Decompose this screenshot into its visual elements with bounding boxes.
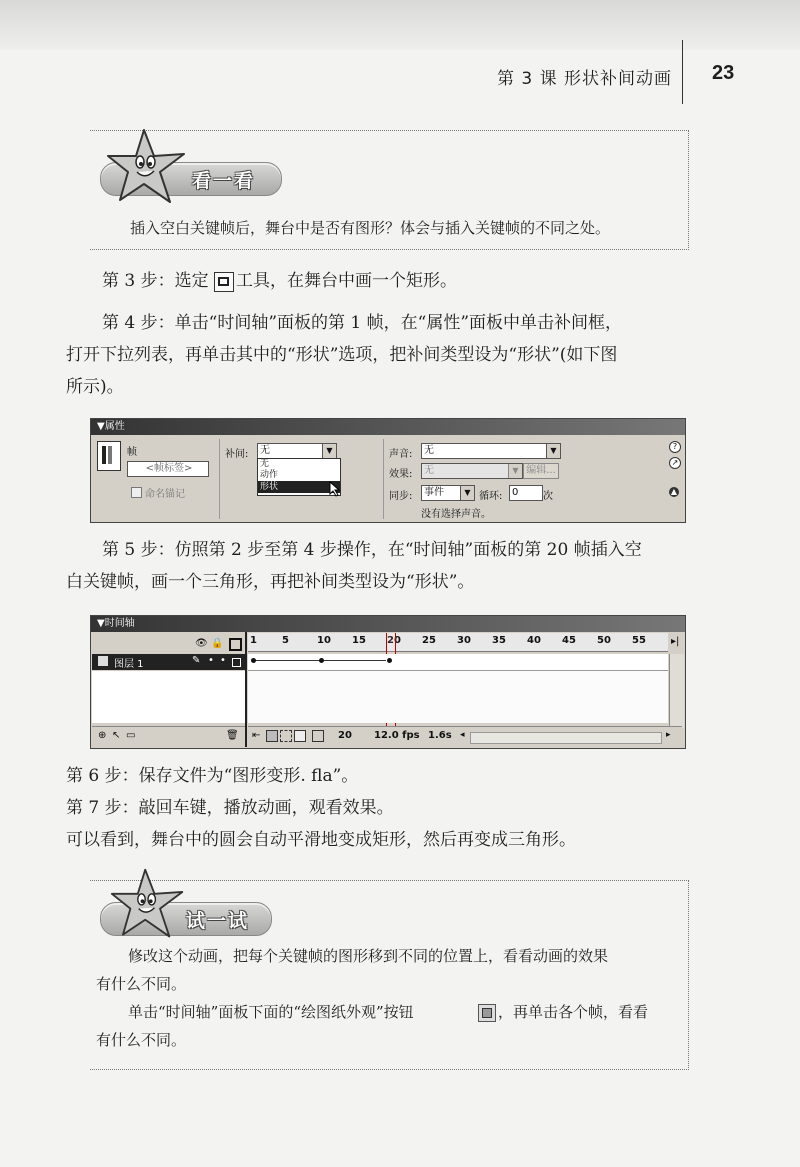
layer-lock-dot[interactable]: •	[220, 655, 226, 666]
layer-row[interactable]	[92, 654, 245, 670]
vertical-scrollbar[interactable]	[669, 654, 684, 728]
step6-text: 第 6 步：保存文件为“图形变形. fla”。	[66, 766, 359, 786]
keyframe-1[interactable]	[251, 658, 256, 663]
try-para2-line1a: 单击“时间轴”面板下面的“绘图纸外观”按钮	[128, 1003, 414, 1021]
center-frame-icon[interactable]: ⇤	[252, 730, 261, 741]
shape-tween-span-1[interactable]	[251, 660, 321, 661]
delete-layer-icon[interactable]: 🗑	[226, 730, 239, 741]
sync-value: 事件	[424, 487, 444, 498]
ruler-tick: 50	[597, 635, 611, 646]
try-para1-line1: 修改这个动画，把每个关键帧的图形移到不同的位置上，看看动画的效果	[128, 947, 609, 965]
ruler-tick: 55	[632, 635, 646, 646]
layer-visible-dot[interactable]: •	[208, 655, 214, 666]
timeline-panel	[90, 615, 686, 749]
onion-outline-icon[interactable]	[280, 730, 292, 742]
named-anchor-label: 命名锚记	[145, 489, 185, 500]
panel-divider-1	[219, 439, 220, 519]
outline-layers-icon[interactable]	[229, 638, 242, 651]
status-bar	[248, 726, 682, 747]
frames-area	[248, 671, 668, 723]
sync-select[interactable]	[421, 485, 475, 501]
look-banner-title: 看一看	[192, 170, 256, 192]
result-text: 可以看到，舞台中的圆会自动平滑地变成矩形，然后再变成三角形。	[66, 830, 576, 850]
tween-select[interactable]	[257, 443, 337, 459]
show-hide-layers-icon[interactable]: 👁	[195, 638, 208, 649]
try-para1-line2: 有什么不同。	[96, 975, 187, 993]
collapse-panel-icon[interactable]: ▲	[670, 487, 678, 496]
edit-properties-icon[interactable]: ↗	[669, 457, 681, 469]
frame-view-menu-icon[interactable]: ▸|	[671, 636, 680, 647]
ruler-tick: 15	[352, 635, 366, 646]
step4-line2: 打开下拉列表，再单击其中的“形状”选项，把补间类型设为“形状”(如下图	[66, 345, 618, 365]
top-scan-band	[0, 0, 800, 50]
header-divider	[682, 40, 683, 104]
properties-panel-title[interactable]: ▼属性	[91, 419, 685, 435]
frame-label-input[interactable]: <帧标签>	[127, 461, 209, 477]
properties-panel	[90, 418, 686, 523]
tween-option-motion[interactable]: 动作	[260, 470, 279, 480]
loop-label: 循环:	[479, 491, 503, 502]
loop-unit: 次	[543, 491, 553, 502]
help-icon[interactable]: ?	[669, 441, 681, 453]
effect-value: 无	[424, 465, 434, 476]
horizontal-scrollbar[interactable]	[470, 732, 662, 744]
ruler-tick: 30	[457, 635, 471, 646]
edit-multiple-frames-icon[interactable]	[294, 730, 306, 742]
ruler-tick: 10	[317, 635, 331, 646]
scroll-right-icon[interactable]: ▸	[666, 730, 671, 740]
frame-label: 帧	[127, 447, 137, 458]
star-mascot-icon	[108, 866, 188, 942]
add-guide-layer-icon[interactable]: ↖	[112, 730, 121, 741]
frame-icon	[97, 441, 121, 471]
step7-text: 第 7 步：敲回车键，播放动画，观看效果。	[66, 798, 394, 818]
loop-input[interactable]: 0	[509, 485, 543, 501]
named-anchor-checkbox[interactable]	[131, 487, 142, 498]
layer-icon	[98, 656, 108, 666]
step4-line3: 所示)。	[66, 377, 124, 397]
step4-line1: 第 4 步：单击“时间轴”面板的第 1 帧，在“属性”面板中单击补间框，	[102, 313, 623, 333]
frame-ruler[interactable]	[248, 633, 668, 652]
tween-label: 补间:	[225, 449, 249, 460]
layer-frame-track[interactable]	[248, 654, 668, 671]
star-mascot-icon	[104, 126, 190, 208]
tween-value: 无	[260, 445, 270, 456]
timeline-divider	[245, 632, 247, 747]
ruler-tick: 40	[527, 635, 541, 646]
layer-tools-bar	[92, 726, 245, 747]
rectangle-tool-icon	[214, 272, 234, 292]
step5-line2: 白关键帧，画一个三角形，再把补间类型设为“形状”。	[66, 572, 475, 592]
sound-label: 声音:	[389, 449, 413, 460]
try-para2-line2: 有什么不同。	[96, 1031, 187, 1049]
insert-folder-icon[interactable]: ▭	[126, 730, 136, 741]
sync-dropdown-arrow-icon[interactable]: ▼	[460, 486, 474, 500]
no-sound-text: 没有选择声音。	[421, 509, 491, 520]
timeline-panel-title[interactable]: ▼时间轴	[91, 616, 685, 632]
ruler-tick: 20	[387, 635, 401, 646]
ruler-tick: 45	[562, 635, 576, 646]
page-number: 23	[712, 62, 735, 84]
sound-value: 无	[424, 445, 434, 456]
ruler-tick: 5	[282, 635, 289, 646]
current-frame: 20	[338, 730, 352, 741]
ruler-tick: 35	[492, 635, 506, 646]
try-banner-title: 试一试	[186, 910, 250, 932]
mouse-cursor-icon	[329, 481, 341, 497]
scroll-left-icon[interactable]: ◂	[460, 730, 465, 740]
layer-list-area	[92, 671, 245, 723]
pencil-icon: ✎	[192, 655, 201, 666]
ruler-tick: 1	[250, 635, 257, 646]
frame-rate: 12.0 fps	[374, 730, 420, 741]
onion-skin-button-icon	[478, 1004, 496, 1022]
effect-label: 效果:	[389, 469, 413, 480]
tween-option-none[interactable]: 无	[260, 459, 270, 469]
tween-dropdown-arrow-icon[interactable]: ▼	[322, 444, 336, 458]
step5-line1: 第 5 步：仿照第 2 步至第 4 步操作，在“时间轴”面板的第 20 帧插入空	[102, 540, 642, 560]
sync-label: 同步:	[389, 491, 413, 502]
look-text: 插入空白关键帧后，舞台中是否有图形？体会与插入关键帧的不同之处。	[130, 219, 611, 237]
edit-button[interactable]: 编辑...	[523, 463, 559, 479]
lock-layers-icon[interactable]: 🔒	[211, 638, 224, 649]
onion-skin-icon[interactable]	[266, 730, 278, 742]
shape-tween-span-2[interactable]	[324, 660, 386, 661]
sound-select[interactable]	[421, 443, 561, 459]
effect-select[interactable]	[421, 463, 523, 479]
lesson-title: 第 3 课 形状补间动画	[497, 69, 673, 89]
panel-divider-2	[383, 439, 384, 519]
insert-layer-icon[interactable]: ⊕	[98, 730, 107, 741]
sound-dropdown-arrow-icon[interactable]: ▼	[546, 444, 560, 458]
keyframe-20[interactable]	[387, 658, 392, 663]
elapsed-time: 1.6s	[428, 730, 452, 741]
effect-dropdown-arrow-icon[interactable]: ▼	[508, 464, 522, 478]
tween-option-shape[interactable]: 形状	[258, 481, 340, 493]
step3-text-a: 第 3 步：选定	[102, 271, 209, 291]
ruler-tick: 25	[422, 635, 436, 646]
modify-onion-markers-icon[interactable]	[312, 730, 324, 742]
layer-name: 图层 1	[114, 659, 144, 670]
try-para2-line1b: ，再单击各个帧，看看	[498, 1003, 649, 1021]
layer-outline-box[interactable]	[232, 658, 241, 667]
step3-text-b: 工具，在舞台中画一个矩形。	[236, 271, 457, 291]
